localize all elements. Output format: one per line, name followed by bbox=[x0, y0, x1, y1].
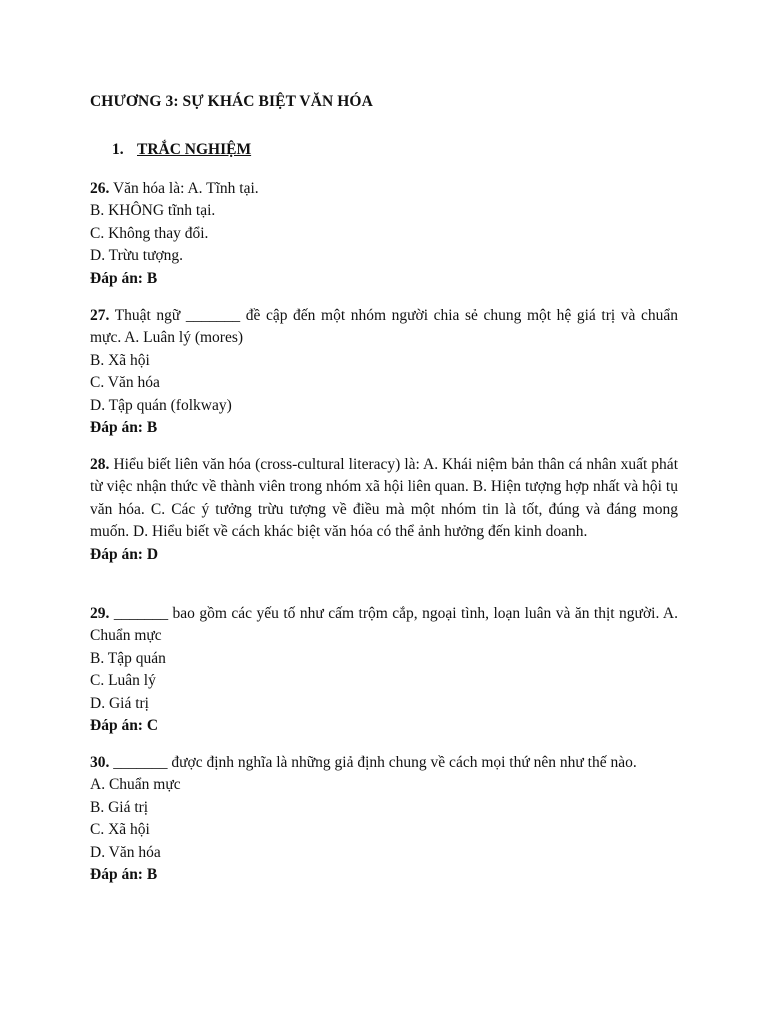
option-d: D. Tập quán (folkway) bbox=[90, 396, 232, 414]
question-26 bbox=[90, 178, 678, 290]
option-c: C. Xã hội bbox=[90, 821, 150, 839]
answer-value: B bbox=[146, 269, 158, 287]
question-30 bbox=[90, 752, 678, 886]
question-stem bbox=[90, 454, 678, 544]
answer-label: Đáp án: bbox=[90, 717, 143, 735]
question-stem bbox=[90, 305, 678, 350]
question-number: 28. bbox=[90, 456, 110, 473]
question-29 bbox=[90, 603, 678, 737]
answer-line bbox=[90, 864, 678, 886]
option-b: B. Giá trị bbox=[90, 798, 149, 816]
answer-label: Đáp án: bbox=[90, 419, 143, 437]
answer-value: B bbox=[146, 866, 158, 884]
question-number: 26. bbox=[90, 180, 110, 197]
section-number: 1. bbox=[112, 141, 124, 158]
chapter-title: CHƯƠNG 3: SỰ KHÁC BIỆT VĂN HÓA bbox=[90, 93, 373, 110]
option-b: B. KHÔNG tĩnh tại. bbox=[90, 202, 216, 220]
option-c: C. Không thay đổi. bbox=[90, 224, 209, 242]
answer-label: Đáp án: bbox=[90, 866, 143, 884]
answer-line bbox=[90, 544, 678, 566]
answer-label: Đáp án: bbox=[90, 545, 143, 563]
option-c: C. Văn hóa bbox=[90, 374, 160, 392]
section-title: TRẮC NGHIỆM bbox=[137, 141, 252, 158]
answer-line bbox=[90, 715, 678, 737]
option-b: B. Xã hội bbox=[90, 351, 150, 369]
question-number: 27. bbox=[90, 307, 110, 324]
question-text: Văn hóa là: A. Tĩnh tại. bbox=[112, 180, 259, 197]
question-stem bbox=[90, 178, 678, 200]
question-28 bbox=[90, 454, 678, 566]
question-27 bbox=[90, 305, 678, 439]
question-text: _______ được định nghĩa là những giả định chung về cách mọi thứ nên như thế nào. bbox=[113, 754, 637, 771]
answer-value: C bbox=[146, 717, 159, 735]
question-text: _______ bao gồm các yếu tố như cấm trộm cắp, ngoại tình, loạn luân và ăn thịt người. A. Chuẩn mực bbox=[90, 605, 679, 645]
option-d: D. Giá trị bbox=[90, 694, 149, 712]
question-number: 29. bbox=[90, 605, 110, 622]
answer-label: Đáp án: bbox=[90, 269, 143, 287]
answer-line bbox=[90, 417, 678, 439]
question-stem bbox=[90, 603, 678, 648]
option-d: D. Văn hóa bbox=[90, 843, 161, 861]
option-b: B. Tập quán bbox=[90, 649, 166, 667]
question-stem bbox=[90, 752, 678, 774]
answer-value: D bbox=[146, 545, 159, 563]
option-c: C. Luân lý bbox=[90, 672, 156, 690]
question-number: 30. bbox=[90, 754, 110, 771]
answer-value: B bbox=[146, 419, 158, 437]
option-a: A. Chuẩn mực bbox=[90, 776, 181, 794]
question-text: Hiểu biết liên văn hóa (cross-cultural literacy) là: A. Khái niệm bản thân cá nhân xuất phát từ việc nhận thức về thành viên trong nhóm xã hội liên quan. B. Hiện tượng hợp nhất và hội tụ văn hóa. C. Các ý tưởng trừu tượng về điều mà một nhóm tin là tốt, đúng và đáng mong muốn. D. Hiểu biết về cách khác biệt văn hóa có thể ảnh hưởng đến kinh doanh. bbox=[90, 456, 678, 541]
option-d: D. Trừu tượng. bbox=[90, 247, 184, 265]
question-text: Thuật ngữ _______ đề cập đến một nhóm người chia sẻ chung một hệ giá trị và chuẩn mực. A. Luân lý (mores) bbox=[90, 307, 678, 347]
section-heading bbox=[112, 141, 251, 159]
answer-line bbox=[90, 268, 678, 290]
